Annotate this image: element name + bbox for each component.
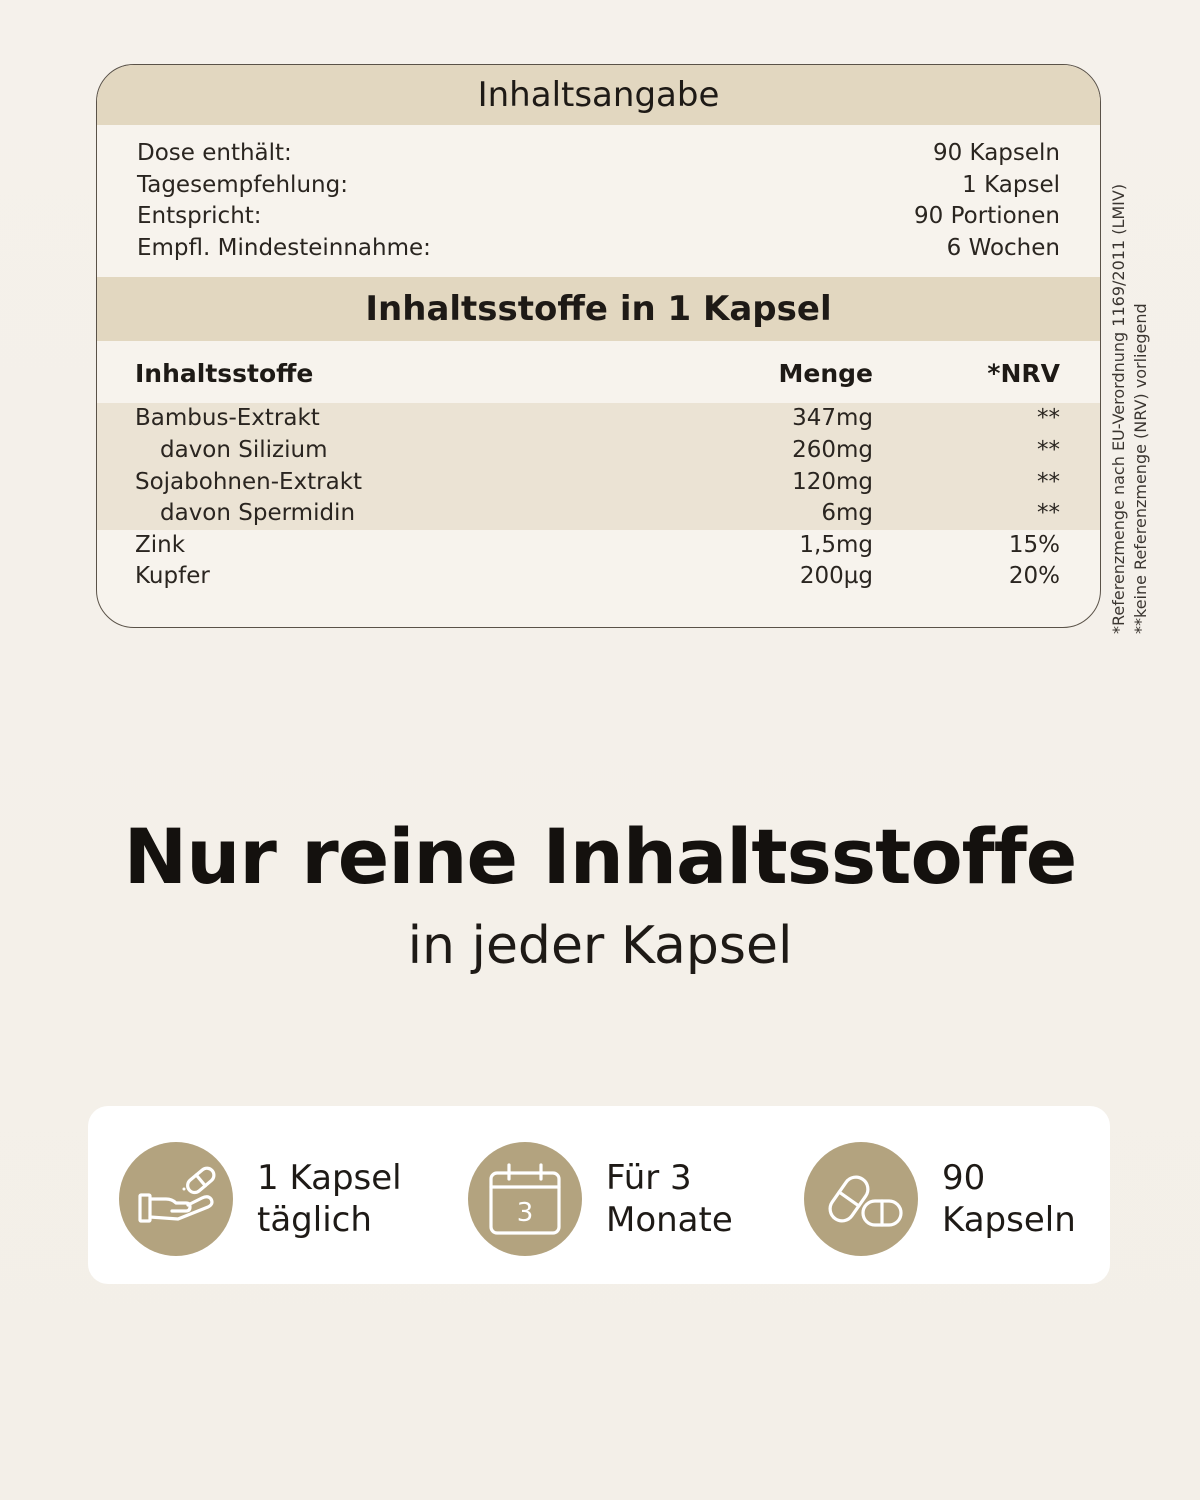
- ingredient-amount: 6mg: [821, 500, 873, 527]
- ingredient-nrv: **: [1037, 405, 1060, 432]
- ingredient-name: Zink: [135, 531, 186, 558]
- ingredient-nrv: **: [1037, 500, 1060, 527]
- table-row: [97, 403, 1100, 435]
- feature-line1: 90: [942, 1158, 986, 1198]
- subline: in jeder Kapsel: [407, 916, 793, 976]
- table-row: [97, 435, 1100, 467]
- calendar-icon: [468, 1142, 582, 1256]
- feature-line2: Kapseln: [942, 1200, 1076, 1240]
- ingredient-name: Bambus-Extrakt: [135, 405, 320, 432]
- table-row: [97, 561, 1100, 593]
- headline: Nur reine Inhaltsstoffe: [123, 812, 1077, 901]
- info-value: 6 Wochen: [946, 234, 1060, 261]
- table-row: [97, 498, 1100, 530]
- ingredients-table: [97, 341, 1100, 593]
- hand-capsule-icon: [119, 1142, 233, 1256]
- header-amount: Menge: [778, 359, 873, 389]
- header-ingredient: Inhaltsstoffe: [135, 359, 314, 389]
- ingredient-nrv: **: [1037, 436, 1060, 463]
- info-row: [137, 233, 1060, 265]
- capsules-icon: [804, 1142, 918, 1256]
- ingredient-amount: 200µg: [799, 563, 873, 590]
- info-row: [137, 138, 1060, 170]
- ingredient-amount: 260mg: [792, 436, 873, 463]
- info-row: [137, 170, 1060, 202]
- ingredient-amount: 120mg: [792, 468, 873, 495]
- info-label: Entspricht:: [137, 203, 262, 230]
- feature-line2: Monate: [606, 1200, 733, 1240]
- header-nrv: *NRV: [987, 359, 1060, 389]
- feature-line1: 1 Kapsel: [257, 1158, 402, 1198]
- feature-label: [606, 1157, 733, 1241]
- table-header: [97, 355, 1100, 403]
- ingredient-nrv: 20%: [1008, 563, 1060, 590]
- info-section: [97, 125, 1100, 277]
- info-label: Dose enthält:: [137, 140, 292, 166]
- feature-line1: Für 3: [606, 1158, 692, 1198]
- ingredient-amount: 1,5mg: [799, 531, 873, 558]
- ingredient-name: davon Spermidin: [160, 500, 356, 527]
- ingredient-amount: 347mg: [792, 405, 873, 432]
- info-label: Empfl. Mindesteinnahme:: [137, 234, 431, 261]
- feature-daily: [119, 1142, 402, 1256]
- section-title: Inhaltsstoffe in 1 Kapsel: [97, 277, 1100, 341]
- info-label: Tagesempfehlung:: [137, 171, 348, 198]
- feature-count: [804, 1142, 1076, 1256]
- feature-card: [88, 1106, 1110, 1284]
- feature-label: [942, 1157, 1076, 1241]
- footnote: [1108, 184, 1152, 634]
- info-value: 90 Kapseln: [932, 140, 1060, 166]
- ingredient-nrv: **: [1037, 468, 1060, 495]
- ingredient-name: Kupfer: [135, 563, 210, 590]
- feature-label: [257, 1157, 402, 1241]
- info-row: [137, 201, 1060, 233]
- footnote-no-nrv: **keine Referenzmenge (NRV) vorliegend: [1131, 303, 1150, 634]
- info-value: 90 Portionen: [914, 203, 1060, 230]
- table-row: [97, 467, 1100, 499]
- calendar-number: 3: [516, 1198, 534, 1228]
- ingredient-nrv: 15%: [1008, 531, 1060, 558]
- nutrition-panel: [96, 64, 1101, 628]
- feature-duration: [468, 1142, 733, 1256]
- ingredient-name: Sojabohnen-Extrakt: [135, 468, 363, 495]
- feature-line2: täglich: [257, 1200, 372, 1240]
- info-value: 1 Kapsel: [962, 171, 1060, 198]
- ingredient-name: davon Silizium: [160, 436, 328, 463]
- panel-title: Inhaltsangabe: [97, 65, 1100, 125]
- footnote-nrv: *Referenzmenge nach EU-Verordnung 1169/2011 (LMIV): [1109, 183, 1128, 634]
- table-row: [97, 530, 1100, 562]
